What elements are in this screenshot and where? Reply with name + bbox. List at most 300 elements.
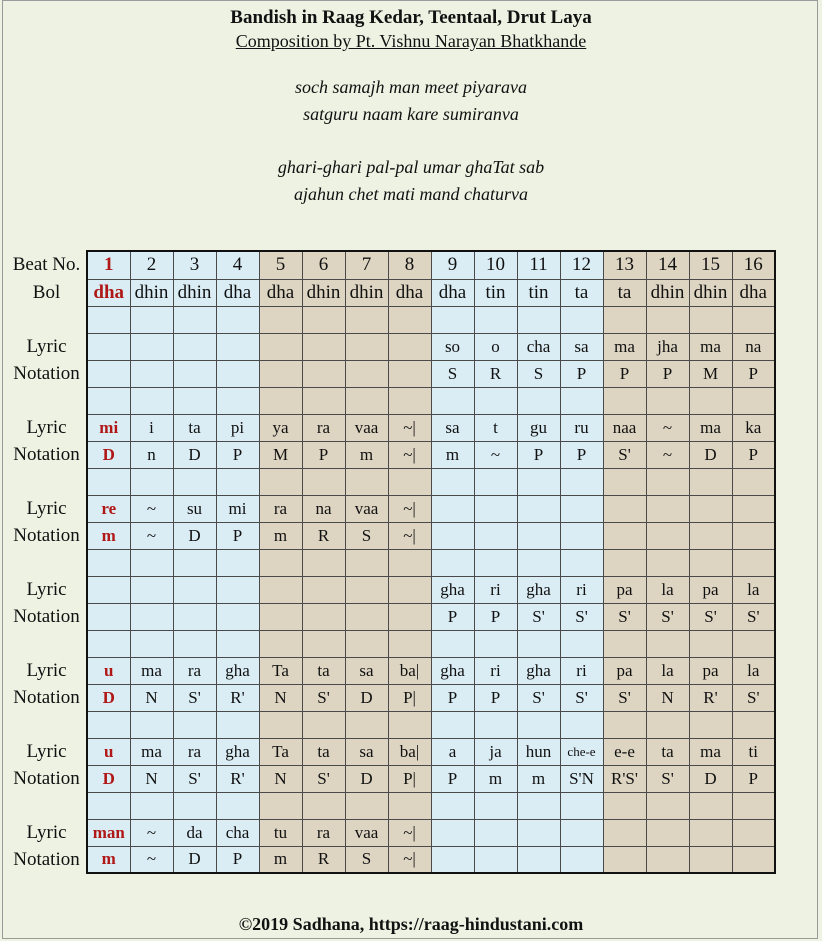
notation-label: Notation [7,846,87,873]
notation-cell: S' [302,765,345,792]
lyric-cell: ma [689,333,732,360]
gap-label [7,630,87,657]
lyric-cell [517,495,560,522]
beat-cell: 4 [216,251,259,279]
notation-cell: S' [646,765,689,792]
notation-cell: S' [689,603,732,630]
lyric-row [7,657,775,684]
notation-cell: D [689,765,732,792]
notation-cell: P [474,684,517,711]
notation-cell: m [345,441,388,468]
spacer-cell [216,387,259,414]
gap-row [7,306,775,333]
spacer-cell [431,306,474,333]
spacer-cell [689,387,732,414]
lyric-cell [216,333,259,360]
spacer-cell [603,549,646,576]
gap-row [7,630,775,657]
spacer-cell [646,306,689,333]
lyric-cell [689,819,732,846]
composer-subtitle: Composition by Pt. Vishnu Narayan Bhatkhande [235,31,587,51]
notation-cell [216,360,259,387]
lyric-cell [732,819,775,846]
lyric-cell [302,576,345,603]
notation-cell: ~| [388,522,431,549]
lyric-cell [474,819,517,846]
notation-cell: m [259,522,302,549]
lyric-cell: gha [216,738,259,765]
beat-cell: 15 [689,251,732,279]
notation-cell: S' [560,603,603,630]
lyric-cell: ma [689,414,732,441]
bol-cell: dhin [302,279,345,306]
spacer-cell [388,468,431,495]
notation-cell: R [302,846,345,873]
spacer-cell [646,792,689,819]
spacer-cell [517,792,560,819]
lyric-cell [560,495,603,522]
spacer-cell [646,630,689,657]
lyric-cell: ra [302,414,345,441]
spacer-cell [173,630,216,657]
spacer-cell [603,387,646,414]
beat-cell: 12 [560,251,603,279]
lyric-cell: jha [646,333,689,360]
notation-cell: S' [603,603,646,630]
beat-cell: 11 [517,251,560,279]
lyric-label: Lyric [7,738,87,765]
notation-cell: R' [216,765,259,792]
lyric-cell [646,819,689,846]
lyric-cell: ba| [388,738,431,765]
notation-cell: S' [732,603,775,630]
spacer-cell [345,387,388,414]
gap-label [7,549,87,576]
header [0,6,822,208]
spacer-cell [302,630,345,657]
lyric-cell: mi [87,414,130,441]
notation-cell: P [517,441,560,468]
lyric-label: Lyric [7,657,87,684]
spacer-cell [173,306,216,333]
spacer-cell [388,792,431,819]
spacer-cell [259,630,302,657]
lyric-cell [560,819,603,846]
lyric-cell [431,495,474,522]
spacer-cell [130,306,173,333]
notation-cell: m [474,765,517,792]
lyric-cell: la [732,576,775,603]
bol-cell: dha [431,279,474,306]
beat-cell: 13 [603,251,646,279]
spacer-cell [560,306,603,333]
lyric-cell: ba| [388,657,431,684]
lyric-cell: gha [431,576,474,603]
notation-cell: ~| [388,846,431,873]
notation-cell: M [689,360,732,387]
lyric-cell: che-e [560,738,603,765]
gap-label [7,711,87,738]
notation-label: Notation [7,765,87,792]
notation-cell: S'N [560,765,603,792]
notation-cell: S' [173,765,216,792]
bol-cell: dha [259,279,302,306]
lyric-cell: vaa [345,495,388,522]
spacer-cell [732,306,775,333]
notation-cell [431,522,474,549]
bol-cell: ta [560,279,603,306]
bol-row [7,279,775,306]
lyric-cell: man [87,819,130,846]
notation-cell [345,603,388,630]
lyric-cell: ra [173,738,216,765]
lyric-cell [173,333,216,360]
spacer-cell [302,387,345,414]
spacer-cell [689,792,732,819]
bol-cell: dhin [173,279,216,306]
notation-cell [130,603,173,630]
lyric-cell: gu [517,414,560,441]
lyric-cell [345,576,388,603]
notation-cell [560,846,603,873]
spacer-cell [216,468,259,495]
bol-cell: dha [388,279,431,306]
notation-cell: n [130,441,173,468]
notation-cell: P [646,360,689,387]
lyric-label: Lyric [7,495,87,522]
spacer-cell [517,468,560,495]
lyric-cell [603,495,646,522]
lyric-cell: ta [646,738,689,765]
notation-cell: m [431,441,474,468]
lyric-cell: ta [302,657,345,684]
notation-cell: S [345,846,388,873]
notation-cell: D [173,846,216,873]
gap-row [7,387,775,414]
bol-cell: dhin [646,279,689,306]
spacer-cell [388,387,431,414]
spacer-cell [646,549,689,576]
lyric-cell: la [646,657,689,684]
notation-cell: S' [517,684,560,711]
notation-cell [87,603,130,630]
notation-cell: P [216,846,259,873]
spacer-cell [87,549,130,576]
spacer-cell [345,630,388,657]
notation-cell: R' [689,684,732,711]
notation-cell [646,522,689,549]
lyric-cell: re [87,495,130,522]
lyric-cell: ri [474,576,517,603]
spacer-cell [216,630,259,657]
spacer-cell [345,792,388,819]
spacer-cell [517,549,560,576]
lyric-cell [388,333,431,360]
spacer-cell [431,549,474,576]
notation-cell: P [732,441,775,468]
lyric-cell: mi [216,495,259,522]
lyric-cell: Ta [259,738,302,765]
lyric-cell: u [87,657,130,684]
lyric-cell: Ta [259,657,302,684]
lyric-cell: pa [603,576,646,603]
spacer-cell [732,630,775,657]
spacer-cell [388,630,431,657]
lyric-cell: hun [517,738,560,765]
spacer-cell [474,630,517,657]
notation-label: Notation [7,603,87,630]
spacer-cell [560,387,603,414]
notation-cell: ~ [474,441,517,468]
lyric-cell: so [431,333,474,360]
notation-cell [517,846,560,873]
gap-label [7,387,87,414]
lyric-cell [689,495,732,522]
spacer-cell [732,387,775,414]
spacer-cell [302,306,345,333]
lyric-cell: ra [302,819,345,846]
lyric-cell: tu [259,819,302,846]
beat-cell: 2 [130,251,173,279]
lyric-cell: ya [259,414,302,441]
notation-cell: P [732,360,775,387]
bol-cell: ta [603,279,646,306]
spacer-cell [216,792,259,819]
notation-cell: S [517,360,560,387]
spacer-cell [216,306,259,333]
lyric-row [7,333,775,360]
notation-table [7,250,776,874]
notation-label: Notation [7,441,87,468]
spacer-cell [345,711,388,738]
lyric-label: Lyric [7,333,87,360]
lyric-cell [345,333,388,360]
notation-cell: S' [302,684,345,711]
spacer-cell [431,792,474,819]
notation-cell: S [431,360,474,387]
bol-cell: dhin [689,279,732,306]
spacer-cell [431,387,474,414]
lyric-cell [259,333,302,360]
gap-label [7,306,87,333]
spacer-cell [345,468,388,495]
spacer-cell [474,387,517,414]
lyric-cell [732,495,775,522]
verse-line: satguru naam kare sumiranva [303,104,519,124]
beat-cell: 16 [732,251,775,279]
notation-cell: S' [603,441,646,468]
notation-cell: N [259,765,302,792]
spacer-cell [560,792,603,819]
lyric-cell: ~ [646,414,689,441]
spacer-cell [431,630,474,657]
lyric-cell: gha [517,576,560,603]
notation-cell [259,603,302,630]
lyric-cell: ta [302,738,345,765]
verse-line: ghari-ghari pal-pal umar ghaTat sab [277,157,545,177]
spacer-cell [431,711,474,738]
bol-cell: dha [732,279,775,306]
verse-line: ajahun chet mati mand chaturva [294,184,528,204]
spacer-cell [560,711,603,738]
spacer-cell [560,549,603,576]
copyright-footer: ©2019 Sadhana, https://raag-hindustani.com [238,914,584,934]
notation-cell: m [259,846,302,873]
spacer-cell [689,630,732,657]
bol-cell: dha [216,279,259,306]
lyric-cell: sa [560,333,603,360]
notation-cell: D [345,765,388,792]
notation-cell: M [259,441,302,468]
notation-cell: P [216,522,259,549]
notation-cell [216,603,259,630]
spacer-cell [517,630,560,657]
spacer-cell [173,792,216,819]
notation-cell: P [431,765,474,792]
spacer-cell [259,792,302,819]
beat-cell: 5 [259,251,302,279]
notation-cell: D [87,684,130,711]
spacer-cell [603,468,646,495]
bol-label: Bol [7,279,87,306]
lyric-label: Lyric [7,576,87,603]
spacer-cell [302,792,345,819]
notation-cell: S' [173,684,216,711]
lyric-cell: sa [345,657,388,684]
lyric-cell [388,576,431,603]
notation-cell: P [302,441,345,468]
lyric-cell: cha [216,819,259,846]
gap-label [7,468,87,495]
beat-label: Beat No. [7,251,87,279]
spacer-cell [474,549,517,576]
lyric-cell: pa [689,657,732,684]
notation-cell: P [431,603,474,630]
notation-cell: ~ [646,441,689,468]
notation-cell [87,360,130,387]
lyric-cell: ~ [130,495,173,522]
lyric-cell: ma [603,333,646,360]
lyric-cell: naa [603,414,646,441]
lyric-cell: e-e [603,738,646,765]
notation-cell: ~ [130,522,173,549]
notation-cell [345,360,388,387]
lyric-cell [603,819,646,846]
lyric-cell: t [474,414,517,441]
lyric-cell: ~| [388,819,431,846]
lyric-cell [431,819,474,846]
spacer-cell [130,468,173,495]
notation-cell: P [603,360,646,387]
notation-row [7,684,775,711]
notation-cell: S' [603,684,646,711]
lyric-cell: o [474,333,517,360]
lyric-cell: ri [560,657,603,684]
spacer-cell [259,306,302,333]
notation-cell: R' [216,684,259,711]
notation-row [7,765,775,792]
notation-cell: S [345,522,388,549]
gap-row [7,468,775,495]
notation-cell: m [87,522,130,549]
lyric-row [7,738,775,765]
gap-row [7,711,775,738]
lyric-cell: ri [474,657,517,684]
lyric-cell: a [431,738,474,765]
notation-cell: N [130,765,173,792]
notation-cell: D [173,441,216,468]
lyric-cell [87,333,130,360]
notation-cell [302,360,345,387]
spacer-cell [87,792,130,819]
lyric-cell: ru [560,414,603,441]
spacer-cell [216,549,259,576]
notation-cell: N [130,684,173,711]
lyric-label: Lyric [7,819,87,846]
spacer-cell [87,630,130,657]
spacer-cell [474,711,517,738]
notation-cell: S' [560,684,603,711]
beat-cell: 1 [87,251,130,279]
spacer-cell [173,468,216,495]
notation-cell [259,360,302,387]
spacer-cell [474,468,517,495]
spacer-cell [87,387,130,414]
lyric-cell [302,333,345,360]
notation-cell [130,360,173,387]
lyric-cell: na [302,495,345,522]
notation-cell [560,522,603,549]
spacer-cell [130,711,173,738]
notation-cell [388,603,431,630]
lyric-cell: ra [259,495,302,522]
gap-label [7,792,87,819]
notation-cell: S' [517,603,560,630]
lyric-cell [216,576,259,603]
lyric-cell: ~ [130,819,173,846]
verse-line: soch samajh man meet piyarava [295,77,527,97]
spacer-cell [646,711,689,738]
notation-label: Notation [7,360,87,387]
spacer-cell [87,711,130,738]
notation-cell: R'S' [603,765,646,792]
notation-cell: S' [646,603,689,630]
spacer-cell [130,387,173,414]
spacer-cell [517,306,560,333]
notation-cell [302,603,345,630]
notation-cell [646,846,689,873]
spacer-cell [689,549,732,576]
notation-cell: D [87,441,130,468]
notation-cell: P| [388,765,431,792]
notation-cell: D [87,765,130,792]
notation-cell: P [560,360,603,387]
spacer-cell [130,630,173,657]
notation-row [7,522,775,549]
spacer-cell [474,792,517,819]
notation-cell: P| [388,684,431,711]
notation-cell [732,846,775,873]
notation-cell: ~ [130,846,173,873]
lyric-cell: gha [216,657,259,684]
gap-row [7,792,775,819]
lyric-cell: da [173,819,216,846]
lyric-cell: ~| [388,414,431,441]
notation-cell: R [302,522,345,549]
spacer-cell [173,549,216,576]
spacer-cell [689,711,732,738]
notation-cell: D [345,684,388,711]
